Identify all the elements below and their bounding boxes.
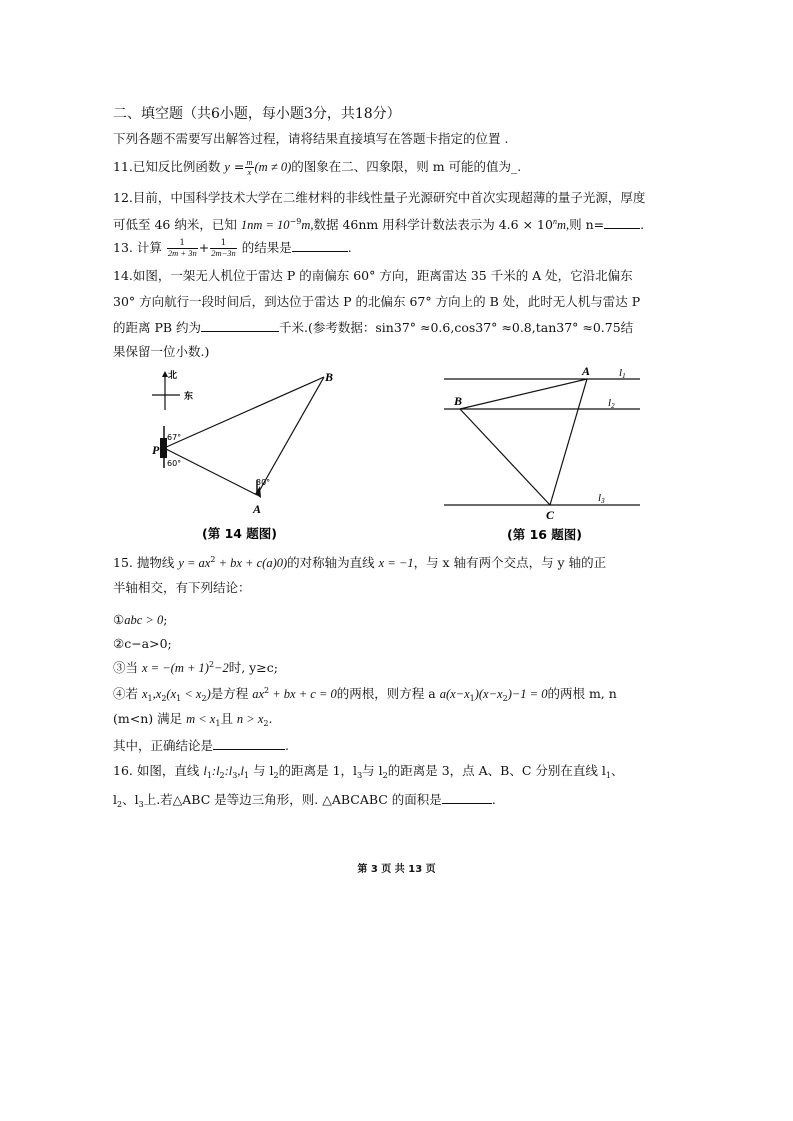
radar-p-marker	[160, 438, 167, 458]
question-14-line-4: 果保留一位小数.)	[113, 344, 210, 359]
fraction-m-over-x: $\frac{m}{x}$	[246, 157, 253, 177]
figure-14	[140, 366, 360, 546]
fraction-2: $\frac{1}{2m-3n}$	[211, 238, 236, 258]
north-label: 北	[168, 371, 178, 381]
label-c: C	[546, 508, 555, 522]
answer-blank-16[interactable]	[442, 791, 492, 804]
segment-pb	[164, 377, 324, 448]
label-l2: l2	[608, 397, 615, 410]
question-15-conclusion: 其中，正确结论是 .	[113, 738, 289, 753]
label-b: B	[454, 394, 463, 408]
section-title: 二、填空题（共6小题，每小题3分，共18分）	[113, 106, 401, 122]
figure-16-caption: (第 16 题图)	[507, 527, 583, 542]
question-14-line-1: 14.如图，一架无人机位于雷达 P 的南偏东 60° 方向，距离雷达 35 千米的 A 处，它沿北偏东	[113, 268, 633, 283]
label-l1: l1	[619, 367, 626, 380]
question-12-line-2: 可低至 46 纳米，已知 $1nm = 10^{-9}m$,数据 46nm 用科学计数法表示为 $4.6 \times 10^nm$,则 n= .	[113, 217, 645, 232]
answer-blank-15[interactable]	[213, 737, 285, 750]
answer-blank-13[interactable]	[292, 239, 348, 252]
fraction-1: $\frac{1}{2m + 3n}$	[167, 238, 197, 258]
question-12-line-1: 12.目前，中国科学技术大学在二维材料的非线性量子光源研究中首次实现超薄的量子光源，厚度	[113, 190, 646, 205]
segment-ba	[460, 379, 587, 409]
conclusion-1: ①abc > 0;	[113, 612, 168, 627]
angle-67-label: 67°	[167, 433, 182, 442]
label-a: A	[253, 502, 262, 516]
question-13: 13. 计算 $\frac{1}{2m + 3n}$ + $\frac{1}{2m-3n}$ 的结果是 .	[113, 238, 352, 258]
instruction: 下列各题不需要写出解答过程，请将结果直接填写在答题卡指定的位置 .	[113, 131, 509, 146]
question-15-line-2: 半轴相交，有下列结论：	[113, 580, 251, 595]
question-14-line-2: 30° 方向航行一段时间后，到达位于雷达 P 的北偏东 67° 方向上的 B 处，此时无人机与雷达 P	[113, 294, 641, 309]
angle-30-label: 30°	[256, 478, 271, 487]
segment-pa	[164, 448, 257, 495]
label-a: A	[582, 364, 591, 378]
figure-14-caption: (第 14 题图)	[202, 526, 278, 541]
angle-60-label: 60°	[167, 459, 182, 468]
label-b: B	[325, 370, 334, 384]
page-footer: 第 3 页 共 13 页	[357, 864, 436, 875]
conclusion-4-line-2: (m<n) 满足 $m < x_1$且 $n > x_2$.	[113, 711, 273, 728]
label-l3: l3	[598, 492, 605, 505]
segment-ac	[550, 379, 587, 505]
question-16-line-2: $l_2$、$l_3$上.若△ABC 是等边三角形，则. △ABCABC 的面积是 .	[113, 792, 496, 809]
question-14-line-3: 的距离 PB 约为 千米.(参考数据：sin37° ≈0.6,cos37° ≈0.8,tan37° ≈0.75结	[113, 320, 634, 335]
question-16-line-1: 16. 如图，直线 $l_1:l_2:l_3,l_1$ 与 $l_2$的距离是 1，$l_3$与 $l_2$的距离是 3，点 A、B、C 分别在直线 $l_1$、	[113, 763, 624, 780]
label-p: P	[152, 443, 160, 457]
segment-bc	[460, 409, 550, 505]
conclusion-4-line-1: ④若 $x_1,x_2(x_1 < x_2)$是方程 $ax^2$ + bx + c = 0的两根，则方程 a $a(x-x_1)(x-x_2)-1 = 0$的两根 m, n	[113, 686, 617, 703]
figure-16	[440, 362, 650, 546]
conclusion-2: ②c−a>0;	[113, 636, 172, 651]
answer-blank-12[interactable]	[604, 216, 640, 229]
east-label: 东	[184, 392, 194, 402]
question-11: 11.已知反比例函数 y = $\frac{m}{x}$ (m ≠ 0)的图象在二、四象限，则 m 可能的值为_.	[113, 157, 522, 177]
question-15-line-1: 15. 抛物线 $y = ax^2$ + bx + c(a)0)的对称轴为直线 x = −1，与 x 轴有两个交点，与 y 轴的正	[113, 555, 607, 570]
conclusion-3: ③当 $x = -(m + 1)^2-2$时, y≥c;	[113, 660, 278, 675]
answer-blank-14[interactable]	[201, 319, 279, 332]
point-a-marker	[255, 486, 261, 498]
